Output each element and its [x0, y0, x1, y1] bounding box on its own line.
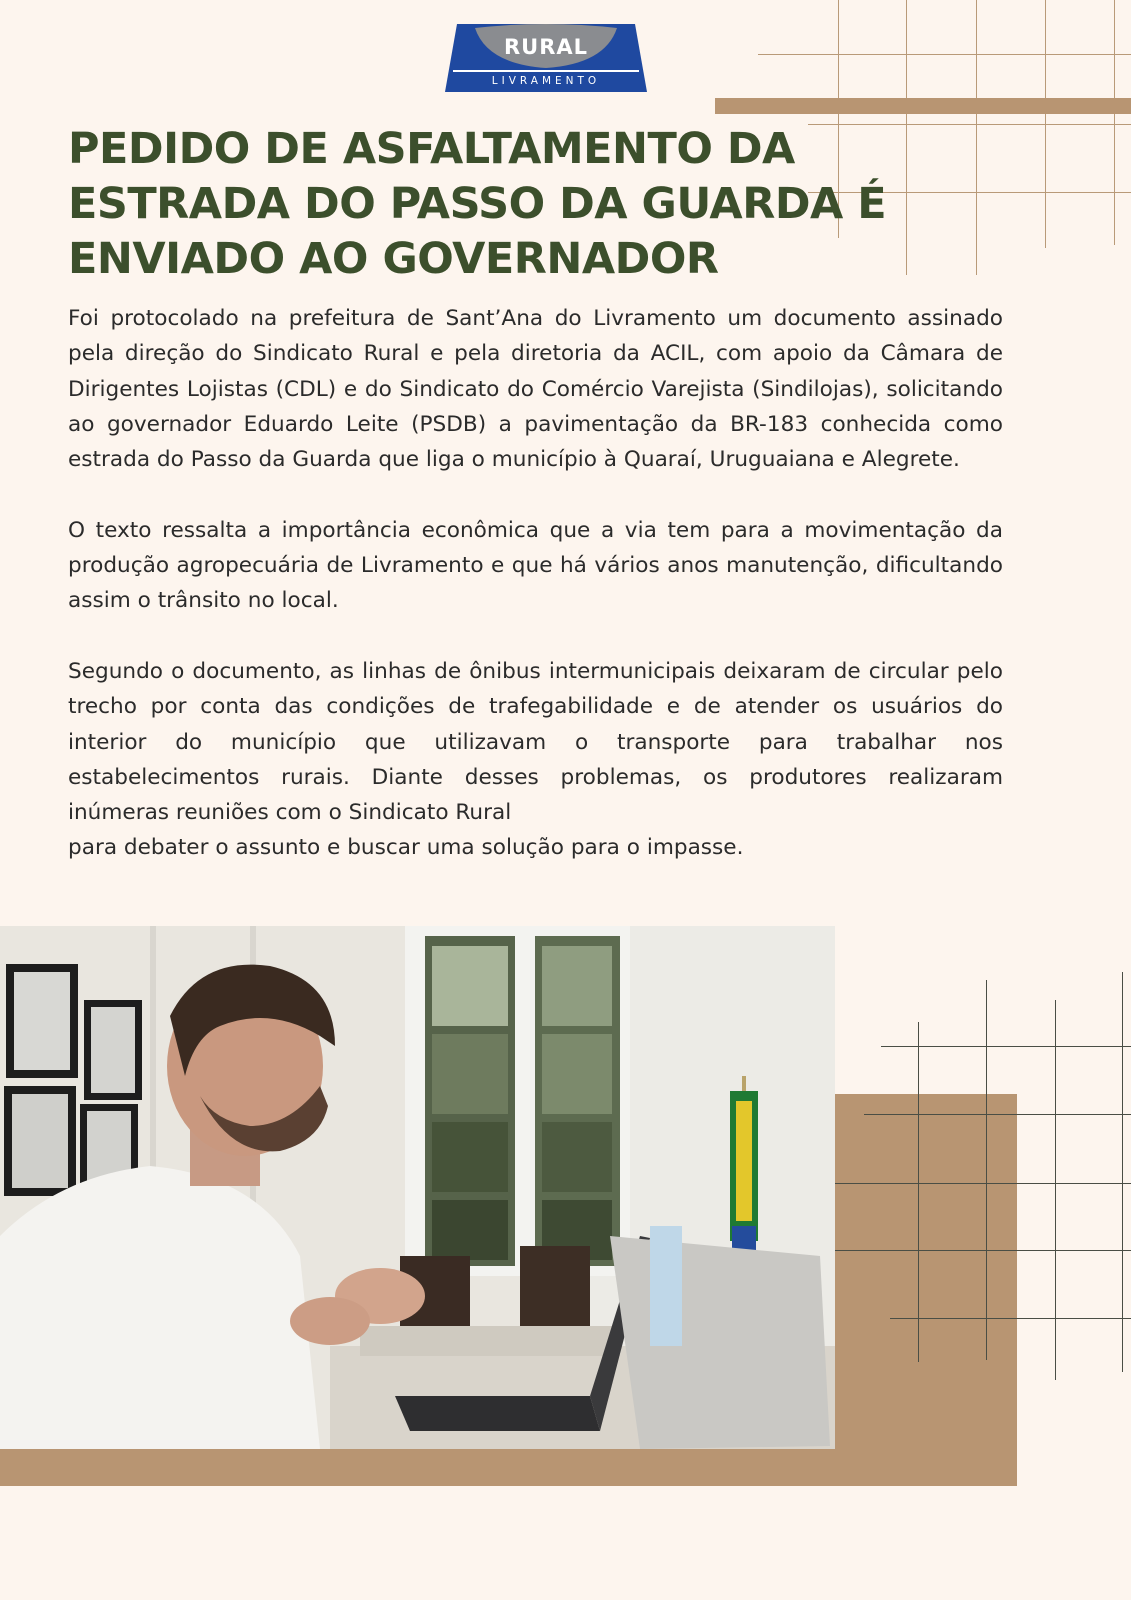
- logo-sub-text: LIVRAMENTO: [491, 75, 601, 87]
- title-line-3: ENVIADO AO GOVERNADOR: [68, 234, 719, 284]
- top-accent-bar: [715, 98, 1131, 114]
- article-title: [68, 122, 887, 287]
- paragraph-3-part-b: para debater o assunto e buscar uma solução para o impasse.: [68, 835, 744, 861]
- paragraph-3: [68, 654, 1003, 866]
- governor-photo: [0, 926, 835, 1449]
- rural-livramento-logo: [445, 24, 647, 92]
- paragraph-3-part-a: Segundo o documento, as linhas de ônibus intermunicipais deixaram de circular pelo trecho por conta das condições de trafegabilidade e de atender os usuários do interior do município que utilizavam o transporte para trabalhar nos estabelecimentos rurais. Diante desses problemas, os produtores realizaram inúmeras reuniões com o Sindicato Rural: [68, 658, 1003, 826]
- logo-main-text: RURAL: [503, 35, 589, 59]
- title-line-1: PEDIDO DE ASFALTAMENTO DA: [68, 124, 795, 174]
- paragraph-1: Foi protocolado na prefeitura de Sant’Ana do Livramento um documento assinado pela direção do Sindicato Rural e pela diretoria da ACIL, com apoio da Câmara de Dirigentes Lojistas (CDL) e do Sindicato do Comércio Varejista (Sindilojas), solicitando ao governador Eduardo Leite (PSDB) a pavimentação da BR-183 conhecida como estrada do Passo da Guarda que liga o município à Quaraí, Uruguaiana e Alegrete.: [68, 306, 1003, 473]
- paragraph-2: O texto ressalta a importância econômica que a via tem para a movimentação da produção agropecuária de Livramento e que há vários anos manutenção, dificultando assim o trânsito no local.: [68, 517, 1003, 614]
- article-body: [68, 301, 1003, 866]
- title-line-2: ESTRADA DO PASSO DA GUARDA É: [68, 179, 887, 229]
